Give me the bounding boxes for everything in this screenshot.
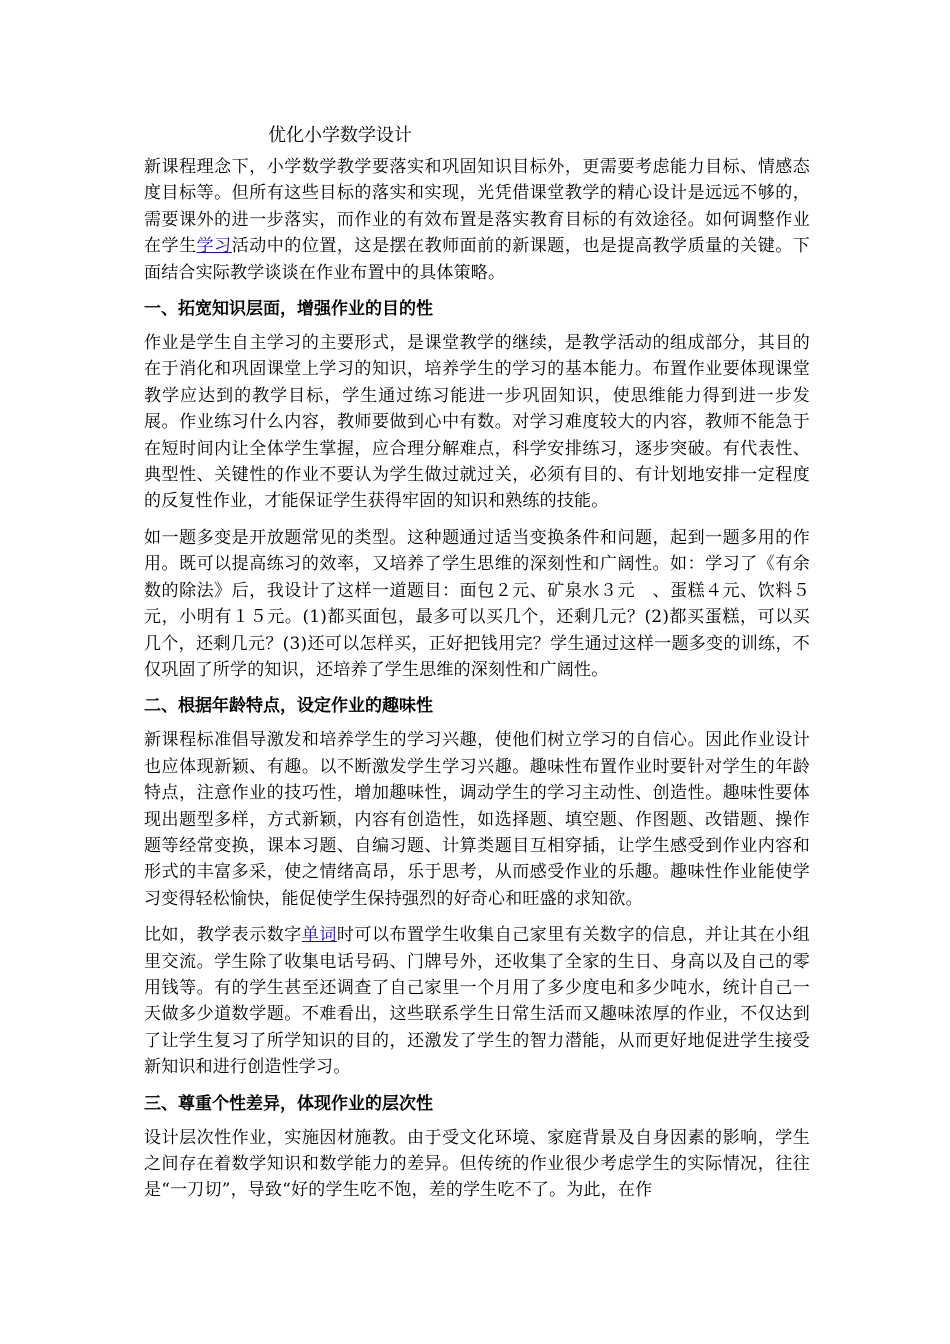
section2-paragraph-1: 新课程标准倡导激发和培养学生的学习兴趣，使他们树立学习的自信心。因此作业设计也应体现新颖、有趣。以不断激发学生学习兴趣。趣味性布置作业时要针对学生的年龄特点，注意作业的技巧性，增加趣味性，调动学生的学习主动性、创造性。趣味性要体现出题型多样，方式新颖，内容有创造性，如选择题、填空题、作图题、改错题、操作题等经常变换，课本习题、自编习题、计算类题目互相穿插，让学生感受到作业内容和形式的丰富多采，使之情绪高昂，乐于思考，从而感受作业的乐趣。趣味性作业能使学习变得轻松愉快，能促使学生保持强烈的好奇心和旺盛的求知欲。: [144, 730, 810, 909]
section-heading-2: 二、根据年龄特点，设定作业的趣味性: [144, 696, 433, 717]
intro-paragraph: [144, 154, 810, 286]
intro-text-before-link: 新课程理念下，小学数学教学要落实和巩固知识目标外，更需要考虑能力目标、情感态度目标等。但所有这些目标的落实和实现，光凭借课堂教学的精心设计是远远不够的，需要课外的进一步落实，而作业的有效布置是落实教育目标的有效途径。如何调整作业在学生: [144, 157, 810, 257]
document-title: 优化小学数学设计: [268, 125, 412, 146]
section2-text-after-link: 时可以布置学生收集自己家里有关数字的信息，并让其在小组里交流。学生除了收集电话号码、门牌号外，还收集了全家的生日、身高以及自己的零用钱等。有的学生甚至还调查了自己家里一个月用了多少度电和多少吨水，统计自己一天做多少道数学题。不难看出，这些联系学生日常生活而又趣味浓厚的作业，不仅达到了让学生复习了所学知识的目的，还激发了学生的智力潜能，从而更好地促进学生接受新知识和进行创造性学习。: [144, 925, 810, 1078]
section-heading-1: 一、拓宽知识层面，增强作业的目的性: [144, 299, 433, 320]
section3-paragraph-1: 设计层次性作业，实施因材施教。由于受文化环境、家庭背景及自身因素的影响，学生之间存在着数学知识和数学能力的差异。但传统的作业很少考虑学生的实际情况，往往是“一刀切”，导致“好的学生吃不饱，差的学生吃不了。为此，在作: [144, 1127, 810, 1201]
link-xuexi[interactable]: 学习: [196, 236, 232, 257]
link-danci[interactable]: 单词: [301, 925, 337, 946]
intro-text-after-link: 活动中的位置，这是摆在教师面前的新课题，也是提高教学质量的关键。下面结合实际教学谈谈在作业布置中的具体策略。: [144, 236, 810, 283]
document-page: [144, 118, 810, 1204]
section2-paragraph-2: [144, 922, 810, 1080]
section1-paragraph-1: 作业是学生自主学习的主要形式，是课堂教学的继续，是教学活动的组成部分，其目的在于消化和巩固课堂上学习的知识，培养学生的学习的基本能力。布置作业要体现课堂教学应达到的教学目标，学生通过练习能进一步巩固知识，使思维能力得到进一步发展。作业练习什么内容，教师要做到心中有数。对学习难度较大的内容，教师不能急于在短时间内让全体学生掌握，应合理分解难点，科学安排练习，逐步突破。有代表性、典型性、关键性的作业不要认为学生做过就过关，必须有目的、有计划地安排一定程度的反复性作业，才能保证学生获得牢固的知识和熟练的技能。: [144, 333, 810, 512]
section-heading-3: 三、尊重个性差异，体现作业的层次性: [144, 1093, 433, 1114]
section1-paragraph-2: 如一题多变是开放题常见的类型。这种题通过适当变换条件和问题，起到一题多用的作用。既可以提高练习的效率，又培养了学生思维的深刻性和广阔性。如：学习了《有余数的除法》后，我设计了这样一道题目：面包２元、矿泉水３元 、蛋糕４元、饮料５元，小明有１５元。(1)都买面包，最多可以买几个，还剩几元？(2)都买蛋糕，可以买几个，还剩几元？(3)还可以怎样买，正好把钱用完？学生通过这样一题多变的训练，不仅巩固了所学的知识，还培养了学生思维的深刻性和广阔性。: [144, 527, 810, 680]
section2-text-before-link: 比如，教学表示数字: [144, 925, 302, 946]
